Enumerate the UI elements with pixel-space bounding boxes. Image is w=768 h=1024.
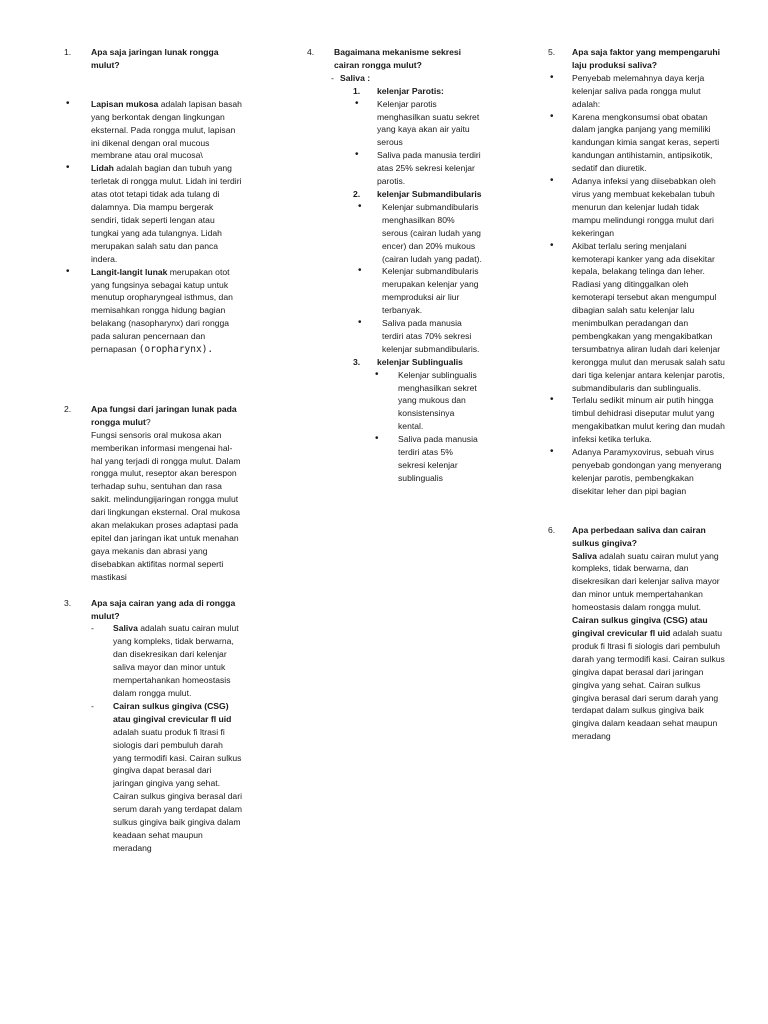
subheading-title: kelenjar Parotis: — [377, 85, 444, 96]
question-text: Bagaimana mekanisme sekresi cairan rongga mulut? — [334, 47, 462, 70]
list-item — [64, 98, 242, 163]
list-item — [548, 111, 726, 176]
term: Langit-langit lunak — [91, 266, 168, 277]
definition: merupakan otot yang fungsinya sebagai katup untuk menutup oropharyngeal isthmus, dan memisahkan rongga hidung bagian belakang (nasopharynx) dari rongga pada saluran pencernaan dan pernapasan — [91, 266, 233, 355]
bullet: • — [358, 317, 362, 329]
question-5 — [548, 46, 726, 72]
question-number: 1. — [64, 47, 72, 57]
term: Saliva — [572, 550, 597, 561]
sub-number: 1. — [353, 85, 361, 96]
definition: adalah lapisan basah yang berkontak dengan lingkungan eksternal. Pada rongga mulut, lapisan ini dikenal dengan oral mucous membrane atau oral mucosa\ — [91, 98, 242, 161]
saliva-heading — [307, 72, 482, 85]
term: Saliva — [113, 623, 138, 634]
bullet: • — [550, 394, 554, 406]
sub-number: 2. — [353, 188, 361, 199]
subheading — [307, 188, 482, 201]
definition: adalah bagian dan tubuh yang terletak di rongga mulut. Lidah ini terdiri atas otot tetapi tidak ada tulang di dalamnya. Dia mampu bergerak sendiri, tidak seperti lengan atau tungkai yang ada tulangnya. Lidah merupakan salah satu dan panca indera. — [91, 163, 242, 264]
term: Cairan sulkus gingiva (CSG) atau gingival crevicular fl uid — [572, 615, 708, 638]
question-number: 2. — [64, 403, 72, 414]
bullet: • — [66, 97, 70, 109]
question-1 — [64, 46, 242, 72]
list-text: Terlalu sedikit minum air putih hingga timbul dehidrasi diseputar mulut yang mengakibatkan mulut kering dan mudah infeksi ketika terluka. — [572, 395, 725, 445]
saliva-label: Saliva : — [340, 72, 371, 83]
question-6 — [548, 524, 726, 550]
list-text: Saliva pada manusia terdiri atas 25% sekresi kelenjar parotis. — [377, 150, 481, 187]
list-item — [307, 369, 482, 434]
question-mark: ? — [145, 416, 151, 427]
bullet: • — [66, 162, 70, 174]
question-text: Apa saja jaringan lunak rongga mulut? — [91, 47, 219, 70]
bullet: • — [550, 175, 554, 187]
list-item — [307, 98, 482, 150]
list-item — [548, 240, 726, 395]
column-middle — [307, 46, 482, 485]
column-right — [548, 46, 726, 743]
list-item — [548, 72, 726, 111]
definition: adalah suatu produk fi ltrasi fi siologis dari pembuluh darah yang termodifi kasi. Cairan sulkus gingiva dapat berasal dari jaringan gingiva yang sehat. Cairan sulkus gingiva berasal dari serum darah yang terdapat dalam sulkus gingiva baik gingiva dalam keadaan sehat maupun meradang — [113, 726, 242, 853]
question-text: Apa saja cairan yang ada di rongga mulut? — [91, 597, 236, 621]
list-item — [307, 201, 482, 266]
list-item — [64, 162, 242, 265]
bullet: • — [66, 265, 70, 277]
question-3 — [64, 597, 242, 623]
subheading-title: kelenjar Sublingualis — [377, 356, 463, 367]
bullet: • — [355, 149, 359, 161]
answer-6-csg — [548, 614, 726, 743]
bullet: • — [355, 97, 359, 109]
question-2 — [64, 403, 242, 429]
term: Lapisan mukosa — [91, 98, 159, 109]
list-text: Adanya infeksi yang diisebabkan oleh virus yang membuat kekebalan tubuh menurun dan kelenjar ludah tidak mampu melindungi rongga mulut dari kekeringan — [572, 176, 716, 238]
list-text: Saliva pada manusia terdiri atas 70% sekresi kelenjar submandibularis. — [382, 318, 480, 354]
sub-number: 3. — [353, 356, 361, 367]
list-text: Karena mengkonsumsi obat obatan dalam jangka panjang yang memiliki kandungan kimia sangat keras, seperti kandungan antihistamin, antipsikotik, sedatif dan diuretik. — [572, 111, 720, 174]
bullet: • — [550, 446, 554, 458]
bullet: • — [375, 368, 379, 380]
subheading-title: kelenjar Submandibularis — [377, 188, 482, 199]
question-text: Apa fungsi dari jaringan lunak pada rongga mulut — [91, 403, 237, 427]
question-text: Apa saja faktor yang mempengaruhi laju produksi saliva? — [572, 47, 721, 70]
bullet: • — [375, 433, 379, 445]
list-item — [64, 266, 242, 357]
list-item — [64, 700, 242, 855]
question-number: 5. — [548, 47, 556, 57]
subheading — [307, 356, 482, 369]
list-text: Kelenjar submandibularis menghasilkan 80% serous (cairan ludah yang encer) dan 20% mukous (cairan ludah yang padat). — [382, 201, 482, 264]
subheading — [307, 85, 482, 98]
list-item — [307, 149, 482, 188]
list-text: Kelenjar sublingualis menghasilkan sekret yang mukous dan konsistensinya kental. — [398, 369, 477, 432]
list-item — [64, 622, 242, 699]
list-item — [548, 446, 726, 498]
question-4 — [307, 46, 482, 72]
list-item — [548, 394, 726, 446]
list-text: Kelenjar parotis menghasilkan suatu sekret yang kaya akan air yaitu serous — [377, 98, 480, 148]
definition-tail: (oropharynx). — [138, 344, 214, 356]
bullet: • — [358, 200, 362, 212]
definition: adalah suatu cairan mulut yang kompleks, tidak berwarna, dan disekresikan dari kelenjar saliva mayor dan minor untuk mempertahankan homeostasis dalam rongga mulut. — [572, 550, 720, 613]
definition: adalah suatu cairan mulut yang kompleks, tidak berwarna, dan disekresikan dari kelenjar saliva mayor dan minor untuk mempertahankan homeostasis dalam rongga mulut. — [113, 623, 239, 698]
question-number: 6. — [548, 524, 556, 535]
question-number: 4. — [307, 47, 315, 57]
list-item — [307, 317, 482, 356]
list-text: Adanya Paramyxovirus, sebuah virus penyebab gondongan yang menyerang kelenjar parotis, pembengkakan disekitar leher dan pipi bagian — [572, 447, 722, 496]
bullet: • — [550, 239, 554, 251]
list-text: Saliva pada manusia terdiri atas 5% sekresi kelenjar sublingualis — [398, 434, 478, 483]
dash-marker: - — [331, 72, 334, 83]
list-item — [548, 175, 726, 240]
answer-2: Fungsi sensoris oral mukosa akan memberikan informasi mengenai hal-hal yang terjadi di rongga mulut. Dalam rongga mulut, reseptor akan berespon terhadap suhu, sentuhan dan rasa sakit. melindungijaringan rongga mulut dari lingkungan eksternal. Oral mukosa akan melakukan proses adaptasi pada epitel dan jaringan ikat untuk menahan gaya mekanis dan abrasi yang disebabkan aktifitas normal seperti mastikasi — [91, 429, 241, 582]
column-left — [64, 46, 242, 855]
definition: adalah suatu produk fi ltrasi fi siologis dari pembuluh darah yang termodifi kasi. Cairan sulkus gingiva dapat berasal dari jaringan gingiva yang sehat. Cairan sulkus gingiva berasal dari serum darah yang terdapat dalam sulkus gingiva baik gingiva dalam keadaan sehat maupun meradang — [572, 627, 725, 742]
question-number: 3. — [64, 597, 72, 608]
list-item — [307, 265, 482, 317]
bullet: • — [358, 265, 362, 277]
list-item — [307, 433, 482, 485]
list-text: Kelenjar submandibularis merupakan kelenjar yang memproduksi air liur terbanyak. — [382, 266, 479, 316]
term: Lidah — [91, 163, 114, 174]
dash-marker: - — [91, 623, 94, 634]
list-text: Penyebab melemahnya daya kerja kelenjar saliva pada rongga mulut adalah: — [572, 72, 705, 109]
question-text: Apa perbedaan saliva dan cairan sulkus gingiva? — [572, 524, 706, 548]
list-text: Akibat terlalu sering menjalani kemoterapi kanker yang ada disekitar kepala, belakang telinga dan leher. Radiasi yang ditinggalkan oleh kemoterapi tersebut akan mengumpul dibagian salah satu kelenjar lalu menimbulkan peradangan dan pembengkakan yang mengakibatkan tersumbatnya aliran ludah dari kelenjar kerongga mulut dan merusak salah satu dari tiga kelenjar antara kelenjar parotis, submandibularis dan sublingualis. — [572, 240, 725, 393]
term: Cairan sulkus gingiva (CSG) atau gingival crevicular fl uid — [113, 700, 232, 724]
dash-marker: - — [91, 700, 94, 711]
answer-6-saliva — [548, 550, 726, 615]
bullet: • — [550, 110, 554, 122]
bullet: • — [550, 71, 554, 83]
